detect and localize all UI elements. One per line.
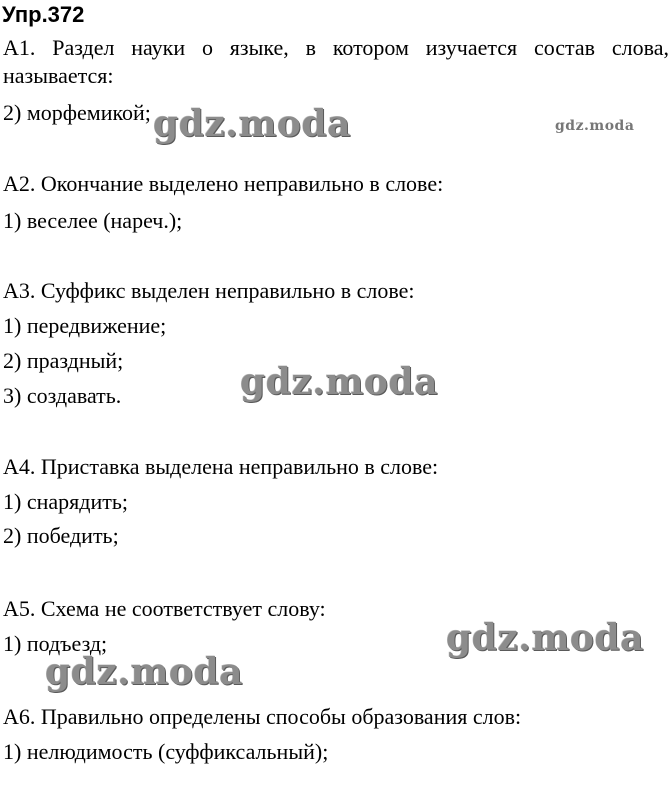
answer-a5-1: 1) подъезд; [3, 631, 108, 656]
watermark-logo-small: gdz.moda [555, 118, 635, 134]
answer-a4-2: 2) победить; [3, 523, 119, 548]
answer-a3-1: 1) передвижение; [3, 313, 167, 338]
answer-a3-2: 2) праздный; [3, 348, 124, 373]
watermark-logo: gdz.moda [446, 617, 644, 659]
question-a1-line2: называется: [3, 63, 114, 88]
question-a3: А3. Суффикс выделен неправильно в слове: [3, 278, 415, 303]
answer-a1-1: 2) морфемикой; [3, 100, 151, 125]
answer-a4-1: 1) снарядить; [3, 489, 128, 514]
answer-a3-3: 3) создавать. [3, 383, 122, 408]
watermark-logo: gdz.moda [45, 651, 243, 693]
question-a6: А6. Правильно определены способы образования слов: [3, 704, 522, 729]
watermark-logo: gdz.moda [240, 361, 438, 403]
watermark-logo: gdz.moda [153, 103, 351, 145]
question-a5: А5. Схема не соответствует слову: [3, 596, 326, 621]
question-a2: А2. Окончание выделено неправильно в слове: [3, 171, 444, 196]
question-a1-line1: А1. Раздел науки о языке, в котором изучается состав слова, [3, 35, 669, 60]
question-a4: А4. Приставка выделена неправильно в слове: [3, 454, 439, 479]
answer-a2-1: 1) веселее (нареч.); [3, 208, 183, 233]
answer-a6-1: 1) нелюдимость (суффиксальный); [3, 739, 329, 764]
exercise-title: Упр.372 [2, 2, 85, 27]
